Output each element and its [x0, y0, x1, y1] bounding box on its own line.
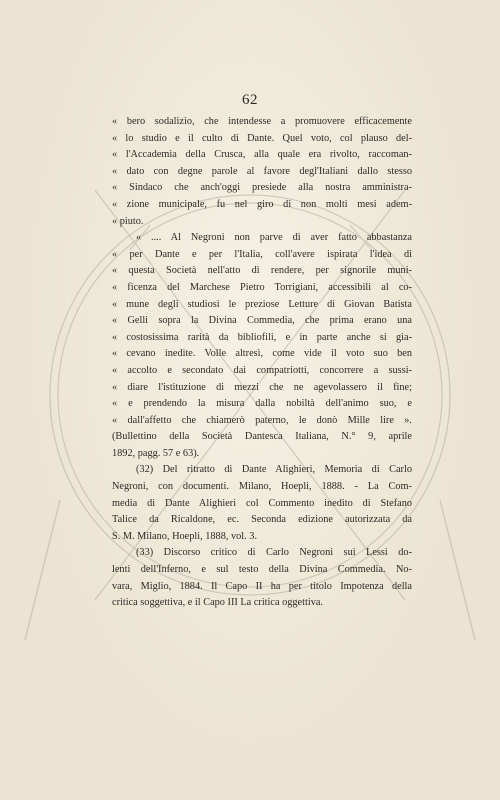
text-line: « Gelli sopra la Divina Commedia, che prima erano una	[112, 315, 412, 327]
text-line: « Sindaco che anch'oggi presiede alla nostra amministra-	[112, 182, 412, 194]
page-body-text	[112, 114, 412, 612]
footnote-line: Negroni, con documenti. Milano, Hoepli, 1888. - La Com-	[112, 481, 412, 493]
text-line: « dall'affetto che chiamerò paterno, le donò Mille lire ».	[112, 414, 412, 426]
footnote-line: (32) Del ritratto di Dante Alighieri, Memoria di Carlo	[136, 464, 412, 476]
text-line: « per Dante e per l'Italia, coll'avere ispirata l'idea di	[112, 248, 412, 260]
footnote-line: lenti dell'Inferno, e sul testo della Divina Commedia. No-	[112, 564, 412, 576]
text-line: « costosissima rarità da bibliofili, e in parte anche si gia-	[112, 331, 412, 343]
footnote-line: vara, Miglio, 1884. Il Capo II ha per titolo Impotenza della	[112, 580, 412, 592]
footnote-line: S. M. Milano, Hoepli, 1888, vol. 3.	[112, 530, 258, 542]
text-line: « .... Al Negroni non parve di aver fatto abbastanza	[136, 232, 412, 244]
footnote-line: media di Dante Alighieri col Commento inedito di Stefano	[112, 497, 412, 509]
text-line: 1892, pagg. 57 e 63).	[112, 447, 200, 459]
text-line: « diare l'istituzione di mezzi che ne agevolassero il fine;	[112, 381, 412, 393]
text-line: « dato con degne parole al favore degl'Italiani dallo stesso	[112, 165, 412, 177]
text-line: « piuto.	[112, 215, 144, 227]
text-line: « cevano inedite. Volle altresì, come vide il voto suo ben	[112, 348, 412, 360]
text-line: « e prendendo la misura dalla nobiltà dell'animo suo, e	[112, 398, 412, 410]
text-line: (Bullettino della Società Dantesca Italiana, N.° 9, aprile	[112, 431, 412, 443]
footnote-line: critica soggettiva, e il Capo III La critica oggettiva.	[112, 597, 324, 609]
footnote-line: (33) Discorso critico di Carlo Negroni sui Lessi do-	[136, 547, 412, 559]
page-number: 62	[242, 92, 258, 108]
text-line: « questa Società nell'atto di rendere, per signorile muni-	[112, 265, 412, 277]
text-line: « zione municipale, fu nel giro di non molti mesi adem-	[112, 198, 412, 210]
text-line: « accolto e secondato dai compatriotti, concorrere a sussi-	[112, 364, 412, 376]
text-line: « ficenza del Marchese Pietro Torrigiani, accessibili al co-	[112, 281, 412, 293]
text-line: « lo studio e il culto di Dante. Quel voto, col plauso del-	[112, 132, 412, 144]
footnote-line: Talice da Ricaldone, ec. Seconda edizione autorizzata da	[112, 514, 412, 526]
text-line: « l'Accademia della Crusca, alla quale era rivolto, raccoman-	[112, 149, 412, 161]
text-line: « bero sodalizio, che intendesse a promuovere efficacemente	[112, 116, 412, 127]
text-line: « mune degli studiosi le preziose Letture di Giovan Batista	[112, 298, 412, 310]
